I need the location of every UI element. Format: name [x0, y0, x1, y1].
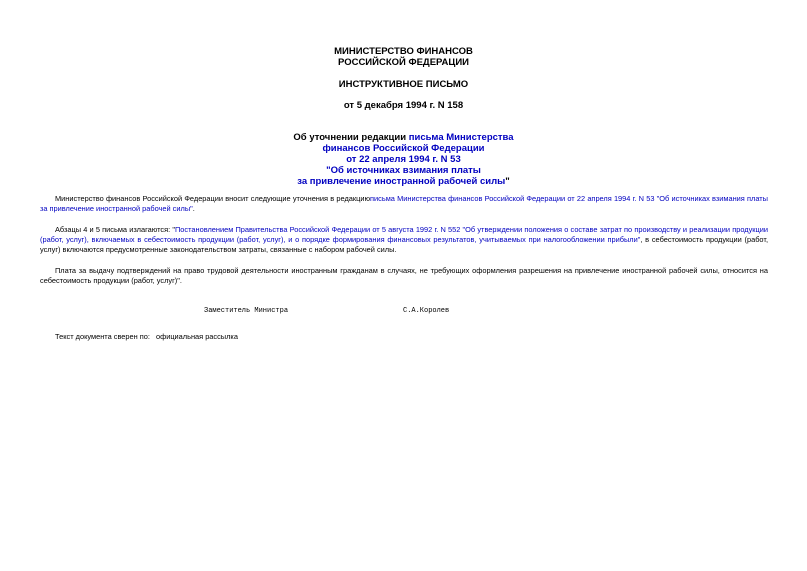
subject-prefix: Об уточнении редакции [293, 132, 409, 143]
paragraph-1 [40, 194, 768, 214]
subject-link-part-4[interactable]: "Об источниках взимания платы [326, 165, 481, 176]
paragraph-2-end: , в себестоимость продукции (работ, услуг) включаются предусмотренные законодательством затраты, связанные с набором рабочей силы. [40, 235, 769, 254]
document-type: ИНСТРУКТИВНОЕ ПИСЬМО [338, 79, 469, 90]
subject-link-part-3[interactable]: от 22 апреля 1994 г. N 53 [346, 154, 461, 165]
subject-link-part-2[interactable]: финансов Российской Федерации [322, 143, 485, 154]
subject-link-part-5[interactable]: за привлечение иностранной рабочей силы [297, 176, 506, 187]
paragraph-2-link[interactable]: Постановлением Правительства Российской Федерации от 5 августа 1992 г. N 552 "Об утверждении положения о составе затрат по производству и реализации продукции (работ, услуг), включаемых в себестоимость продукции (работ, услуг), и о порядке формирования финансовых результатов, учитываемых при налогообложении прибыли" [40, 225, 769, 244]
verification-source: официальная рассылка [156, 332, 238, 341]
document-date: от 5 декабря 1994 г. N 158 [343, 100, 464, 111]
ministry-line-1: МИНИСТЕРСТВО ФИНАНСОВ [334, 46, 473, 57]
verification-label: Текст документа сверен по: [55, 332, 150, 341]
signature-name: С.А.Королев [403, 307, 450, 315]
signature-position: Заместитель Министра [204, 307, 289, 315]
subject-suffix: " [505, 176, 510, 187]
subject-line-5 [0, 176, 807, 187]
document-subject [0, 132, 807, 187]
subject-line-1 [0, 132, 807, 143]
subject-link-part-1[interactable]: письма Министерства [408, 132, 514, 143]
paragraph-2 [40, 225, 768, 255]
paragraph-1-text: Министерство финансов Российской Федерации вносит следующие уточнения в редакцию [55, 194, 371, 203]
ministry-line-2: РОССИЙСКОЙ ФЕДЕРАЦИИ [337, 57, 469, 68]
paragraph-1-end: . [192, 204, 195, 213]
ministry-title [0, 46, 807, 68]
paragraph-2-text: Абзацы 4 и 5 письма излагаются: " [55, 225, 175, 234]
paragraph-3: Плата за выдачу подтверждений на право трудовой деятельности иностранным гражданам в случаях, не требующих оформления разрешения на привлечение иностранной рабочей силы, относится на себестоимость продукции (работ, услуг)". [40, 266, 768, 285]
paragraph-1-link[interactable]: письма Министерства финансов Российской Федерации от 22 апреля 1994 г. N 53 "Об источниках взимания платы за привлечение иностранной рабочей силы" [40, 194, 768, 213]
